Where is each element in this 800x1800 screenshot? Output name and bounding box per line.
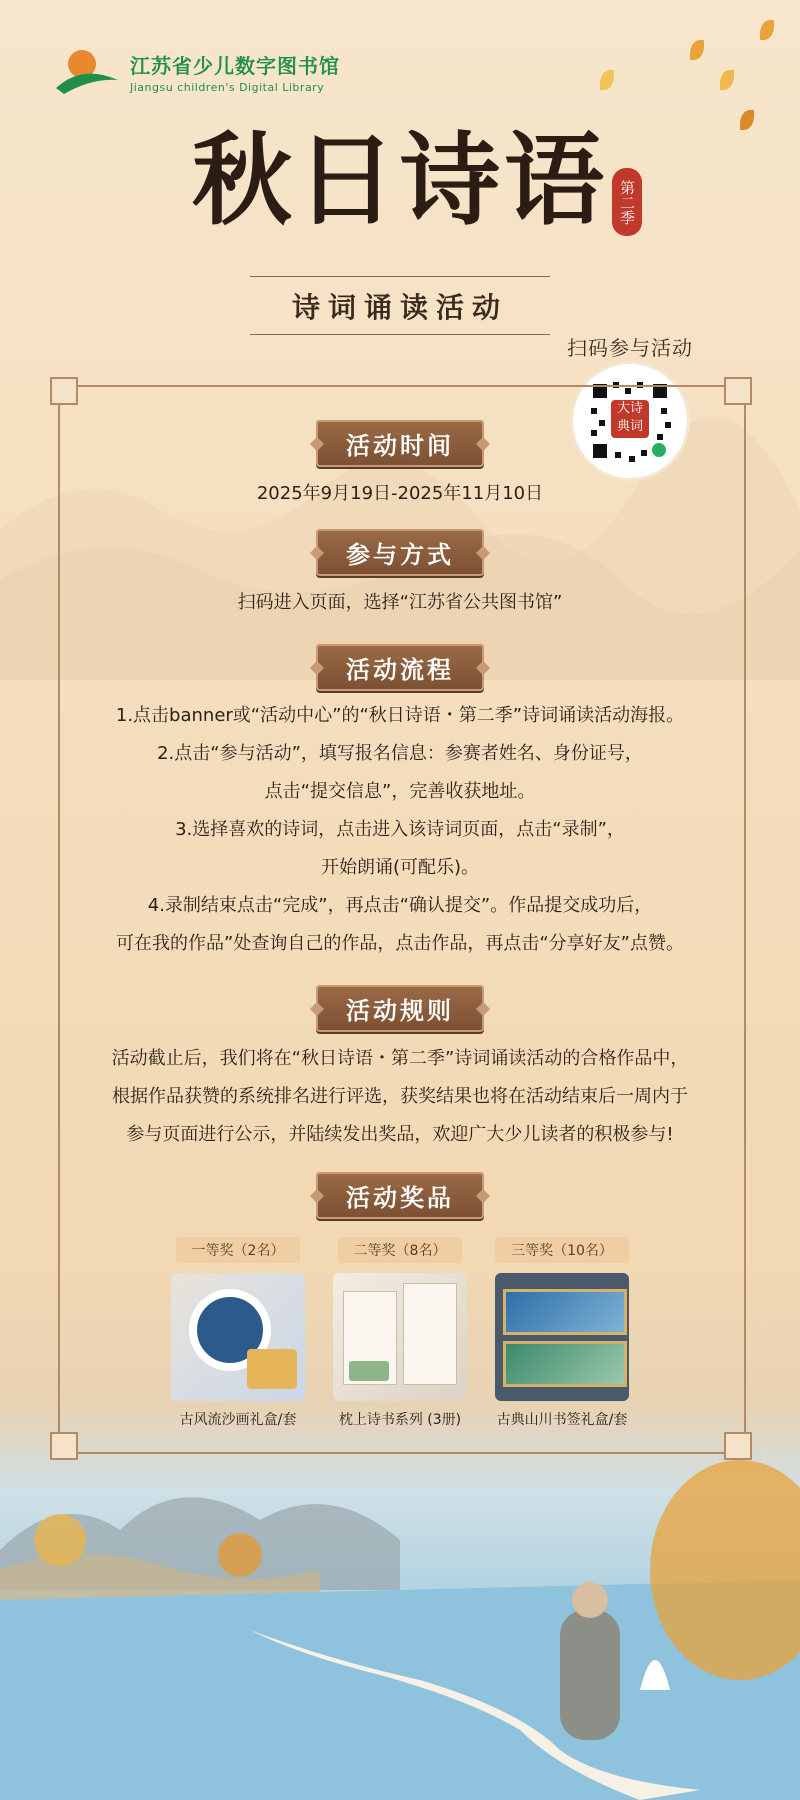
prize-item: [331, 1237, 469, 1429]
rules-line: 根据作品获赞的系统排名进行评选，获奖结果也将在活动结束后一周内于: [112, 1086, 688, 1107]
season-seal: 第二季: [612, 168, 642, 236]
process-line: 3.选择喜欢的诗词，点击进入该诗词页面，点击“录制”，: [175, 819, 625, 840]
method-text: 扫码进入页面，选择“江苏省公共图书馆”: [237, 592, 563, 613]
page-subtitle: 诗词诵读活动: [291, 291, 508, 324]
prize-name: 古典山川书签礼盒/套: [496, 1412, 628, 1428]
prize-item: [493, 1237, 631, 1429]
process-line: 开始朗诵(可配乐)。: [320, 857, 480, 878]
prize-image: [333, 1273, 467, 1401]
prize-name: 古风流沙画礼盒/套: [179, 1412, 297, 1428]
frame-corner: [724, 1432, 752, 1460]
rules-line: 参与页面进行公示，并陆续发出奖品，欢迎广大少儿读者的积极参与!: [126, 1124, 674, 1145]
qr-center-text: 大诗典词: [616, 401, 643, 434]
library-logo-icon: [52, 44, 122, 100]
subtitle-block: [250, 276, 550, 338]
section-heading: 活动流程: [316, 644, 484, 691]
section-rules: [58, 985, 742, 1154]
section-heading: 活动奖品: [316, 1172, 484, 1219]
frame-corner: [50, 377, 78, 405]
section-heading: 活动规则: [316, 985, 484, 1032]
prize-tier: 一等奖（2名）: [176, 1237, 301, 1263]
title-block: [0, 120, 800, 240]
section-method: [58, 529, 742, 622]
frame-corner: [724, 377, 752, 405]
process-line: 1.点击banner或“活动中心”的“秋日诗语・第二季”诗词诵读活动海报。: [115, 705, 685, 726]
prize-tier: 二等奖（8名）: [338, 1237, 463, 1263]
library-name-en: Jiangsu children's Digital Library: [130, 81, 325, 94]
frame-corner: [50, 1432, 78, 1460]
prize-image: [495, 1273, 629, 1401]
prize-item: [169, 1237, 307, 1429]
prize-name: 枕上诗书系列 (3册): [338, 1412, 462, 1428]
section-heading: 活动时间: [316, 420, 484, 467]
prize-tier: 三等奖（10名）: [495, 1237, 629, 1263]
section-heading: 参与方式: [316, 529, 484, 576]
rules-line: 活动截止后，我们将在“秋日诗语・第二季”诗词诵读活动的合格作品中，: [111, 1048, 689, 1069]
section-time: [58, 420, 742, 513]
process-line: 4.录制结束点击“完成”，再点击“确认提交”。作品提交成功后，: [147, 895, 653, 916]
autumn-leaf-icon: [690, 40, 704, 60]
autumn-leaf-icon: [720, 70, 734, 90]
process-line: 2.点击“参与活动”，填写报名信息：参赛者姓名、身份证号，: [157, 743, 643, 764]
qr-label: 扫码参与活动: [567, 336, 693, 360]
section-prizes: [58, 1172, 742, 1429]
content: [58, 420, 742, 1429]
autumn-leaf-icon: [600, 70, 614, 90]
process-line: 点击“提交信息”，完善收获地址。: [264, 781, 536, 802]
divider: [250, 334, 550, 335]
section-process: [58, 644, 742, 963]
autumn-leaf-icon: [760, 20, 774, 40]
process-line: 可在我的作品”处查询自己的作品，点击作品，再点击“分享好友”点赞。: [116, 933, 684, 954]
library-name-cn: 江苏省少儿数字图书馆: [130, 54, 340, 78]
page-title: 秋日诗语: [192, 121, 608, 239]
divider: [250, 276, 550, 277]
landscape-scene: [0, 1430, 800, 1800]
prize-list: [58, 1237, 742, 1429]
library-logo: [52, 44, 340, 100]
prize-image: [171, 1273, 305, 1401]
time-text: 2025年9月19日-2025年11月10日: [256, 483, 544, 504]
